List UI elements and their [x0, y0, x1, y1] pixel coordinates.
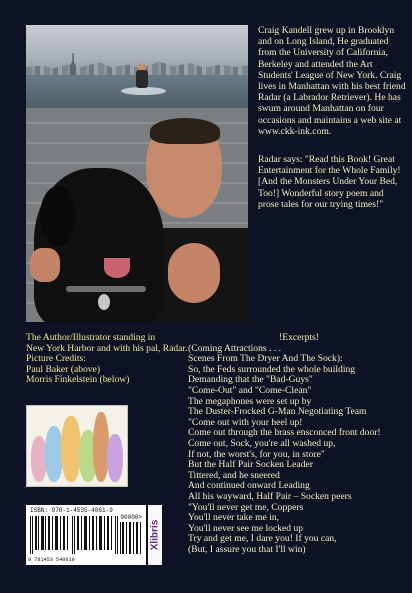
statue-of-liberty-silhouette	[70, 53, 76, 75]
man-hand	[30, 248, 60, 282]
caption-line: Picture Credits:	[26, 353, 86, 365]
isbn-number: ISBN: 978-1-4535-4061-9	[30, 507, 113, 514]
excerpt-line: Scenes From The Dryer And The Sock):	[188, 353, 343, 365]
excerpt-line: But the Half Pair Socken Leader	[188, 459, 313, 471]
author-bio: Craig Kandell grew up in Brooklyn and on Long Island, He graduated from the University of California, Berkeley and attended the Art Students' League of New York. Craig lives in Manhattan with his best friend Radar (a Labrador Retriever). He has swum around Manhattan on four occasions and maintains a web site at www.ckk-ink.com.	[258, 25, 406, 137]
excerpt-line: "Come-Out" and "Come-Clean"	[188, 384, 312, 396]
excerpt-line: You'll never take me in,	[188, 512, 280, 524]
publisher-logo	[148, 505, 162, 565]
excerpt-line: Try and get me, I dare you! If you can,	[188, 533, 337, 545]
photo-caption	[26, 333, 206, 386]
dog-ear	[40, 186, 76, 246]
dog-collar	[66, 286, 146, 292]
caption-line: The Author/Illustrator standing in	[26, 332, 156, 343]
price-barcode-bars	[120, 522, 142, 554]
dog-tongue	[104, 258, 130, 278]
barcode-bars	[30, 516, 118, 554]
excerpt-line: (Coming Attractions . . .	[188, 342, 281, 354]
standing-figure	[134, 63, 150, 93]
excerpt-line: Demanding that the "Bad-Guys"	[188, 374, 313, 386]
sock-characters-illustration	[26, 405, 128, 487]
excerpt-line: Come out, Sock, you're all washed up,	[188, 437, 336, 449]
barcode	[26, 505, 146, 565]
excerpt-line: You'll never see me locked up	[188, 522, 304, 534]
excerpt-line: So, the Feds surrounded the whole building	[188, 363, 356, 375]
excerpt-heading: !Excerpts!	[279, 332, 319, 343]
excerpt-line: (But, I assure you that I'll win)	[188, 543, 306, 555]
excerpt-line: All his wayward, Half Pair – Socken peers	[188, 490, 352, 502]
caption-line: Paul Baker (above)	[26, 363, 101, 375]
excerpt-line: "Come out with your heel up!	[188, 416, 303, 428]
radar-quote: Radar says: "Read this Book! Great Entertainment for the Whole Family! [And the Monsters Under Your Bed, Too!] Wonderful story poem and prose tales for our trying times!"	[258, 154, 401, 210]
excerpt-line: Tittered, and he sneered	[188, 469, 280, 481]
dog-tag	[98, 294, 110, 310]
excerpt-line: The megaphones were set up by	[188, 395, 312, 407]
excerpt-block	[188, 333, 410, 555]
excerpt-line: Come out through the brass ensconced front door!	[188, 427, 381, 439]
excerpt-line: If not, the worst's, for you, in store"	[188, 448, 325, 460]
harbor-swim-photo	[26, 25, 248, 108]
man-hair	[150, 118, 220, 144]
author-with-dog-photo	[26, 108, 248, 322]
barcode-digits: 9 781453 540619	[28, 557, 75, 563]
excerpt-line: "You'll never get me, Coppers	[188, 501, 304, 513]
caption-line: New York Harbor and with his pal, Radar.	[26, 342, 188, 354]
price-code: 90000>	[120, 514, 142, 521]
excerpt-line: And continued onward Leading	[188, 480, 310, 492]
publisher-name: Xlibris	[149, 519, 161, 551]
man-arm	[168, 243, 220, 303]
excerpt-line: The Duster-Frocked G-Man Negotiating Team	[188, 406, 367, 418]
caption-line: Morris Finkelstein (below)	[26, 374, 130, 386]
